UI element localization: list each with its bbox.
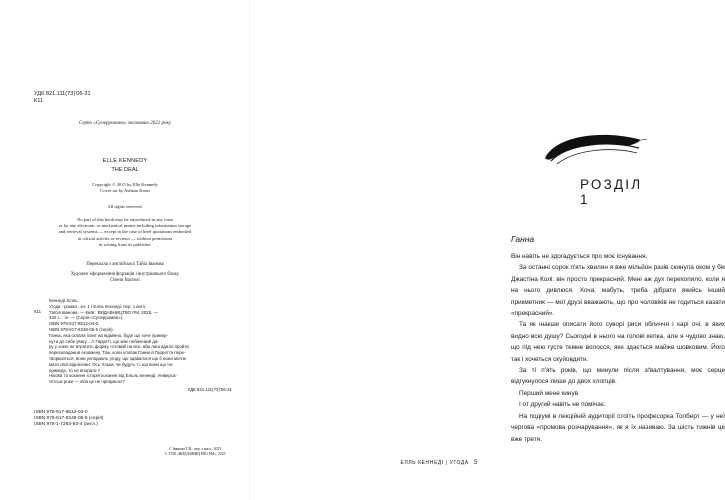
designer-name: Олени Васіної [110,278,140,284]
isbn-list [34,410,104,429]
footer-title: ЕЛЛЬ КЕННЕДІ | УГОДА [400,460,469,466]
catalog-line: нути до себе увагу... А Гарретт, що має небачений да- [49,338,159,344]
catalog-line: Нікова та кохання історія кохання від Ельль Кеннеді. Універса- [49,373,177,379]
isbn-line: ISBN 978-1-7293-93-4 (англ.) [34,422,98,428]
paragraph: За останні сорок п'ять хвилин я вже мільйон разів скинула оком у бік Джастіна Колі: він просто прекрасний. Мені аж дух перехопило, коли я на нього дивлюся. Хоча, мабуть, треба дібрати якийсь інший прикметник — мої друзі вважають, що про чоловіків не годиться казати «прекрасний». [511,264,725,318]
paragraph: За ті п'ять років, що минули після зґвалтування, моє серце відгукнулося лише до двох хлопців. [511,367,725,386]
design-credit [70,272,180,284]
narrator-name: Ганна [511,234,535,244]
chapter-page [250,0,725,500]
catalog-udc: УДК 821.111(73)'06-31 [187,386,232,392]
catalog-line: ру у хокеї не втратить форму, готовий на все, аби лиш вдало пройти [49,344,189,350]
catalog-line: Угода : роман : кн. 1 / Елль Кеннеді; пер. з англ. [49,303,147,309]
catalog-line: 432 с. : іл. — (Серія «Суперроман»). [49,315,124,321]
catalog-line: ISBN 978-617-8512-04-0. [49,321,100,327]
running-footer [401,459,478,466]
catalog-line: Таїсія Іванова. — Київ : ВИДАВНИЦТВО РМ, 2025. — [49,309,158,315]
catalog-line: мати свої відносини. Ось тільки, чи будуть ті, що вони що чо- [49,361,174,367]
legal-line: No part of this book may be reproduced in any form [77,217,173,222]
catalog-line: тетські роки — хіба це не прекрасно? [49,379,125,385]
legal-notice [52,217,198,248]
chapter-heading: РОЗДІЛ 1 [580,177,643,207]
legal-line: in writing from its publisher. [98,241,152,247]
paragraph: І от другий навіть не помічає. [519,401,606,409]
brush-stroke-icon [537,128,647,170]
isbn-line: ISBN 978-617-8248-05-5 (серія) [34,416,104,422]
original-title: THE DEAL [111,167,139,173]
catalog-record [34,298,232,393]
catalog-line: Ганна, яка склала іспит на відмінно, буде що хоче привер- [49,332,168,338]
paragraph: Перший мене кинув. [519,389,580,397]
copyright-line: Copyright © 2015 by Elle Kennedy [92,182,158,187]
catalog-line: приведе, то не впорати ? [49,367,101,373]
paragraph: Та як інакше описати його суворі риси обличчя і карі очі, в яких видно всю душу? Сьогодні в нього на голові кепка, але я чудово знаю, що під нею густе темне волосся, яке здається майже шовковим. Його так і хочеться скуйовдити. [511,321,725,363]
udc-code: УДК 821.111(73)'06-31 [34,91,91,97]
isbn-line: ISBN 978-617-8512-04-0 [34,410,88,415]
catalog-line: ISBN 978-617-8248-05-5 (серія). [49,326,114,332]
rights-notice: All rights reserved. [107,204,143,209]
original-author: ELLE KENNEDY [102,158,148,164]
chapter-text [511,251,725,445]
copyright-lines [0,182,250,195]
catalog-line: перескладання екзамену. Тож, коли хлопак Ганни й Гарретта пере- [49,350,186,356]
cover-credit-line: Cover art by Ashkan Korai [100,188,150,194]
translation-credit: Переклала з англійської Тайіа Іванова [86,262,164,267]
catalog-header: Кеннеді, Елль. [49,298,79,303]
page-number: 5 [473,459,478,466]
imprint-copyright [140,447,250,457]
legal-line: in critical articles or reviews — without permission [77,235,173,241]
series-note: Серію «Суперромани» засновано 2022 року [78,121,172,126]
design-line: Художнє оформлення форзаців і внутрішнього блоку [70,272,180,277]
imprint-line: © ТОВ «ВИДАВНИЦТВО РМ», 2025 [164,452,226,456]
copyright-page [0,0,250,500]
catalog-code: К11 [34,309,42,314]
udc-block [34,91,91,105]
bbk-code: К11 [34,98,44,104]
legal-line: or by any electronic or mechanical means including information storage [58,223,192,229]
paragraph: Він навіть не здогадується про моє існування. [511,253,648,260]
catalog-line: творюються, вони укладають угоду, що здавалося що б вони могли [49,355,186,361]
legal-line: and retrieval systems — except in the case of brief quotations embodied [58,229,192,235]
catalog-body [49,304,232,385]
imprint-line: © Іванова Т.В., пер. з англ., 2025 [168,447,222,451]
paragraph: На подіумі в лекційній аудиторії стоїть професорка Толберт — у неї чергова «промова розчарування», як я їх називаю. За шість тижнів це вже третя. [511,412,725,443]
